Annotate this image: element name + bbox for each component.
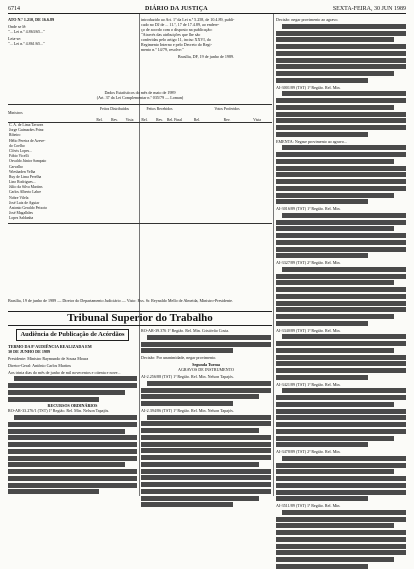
text-line-filler bbox=[141, 421, 271, 426]
text-line: TERMO DA 8ª AUDIÊNCIA REALIZADA EM bbox=[8, 343, 92, 349]
text-line-filler bbox=[276, 530, 406, 535]
minister-name: Lino Rodrigues... bbox=[9, 180, 36, 185]
text-line: Onde se lê: bbox=[8, 24, 27, 29]
text-line-filler bbox=[276, 557, 394, 562]
col-subheader: Vista bbox=[253, 117, 261, 122]
text-line-filler bbox=[276, 98, 406, 103]
filler-text-block-c bbox=[276, 456, 406, 502]
text-line-filler bbox=[276, 253, 368, 258]
text-line: "... Lei n.º 4.861/65..." bbox=[8, 41, 45, 46]
text-line-filler bbox=[141, 401, 233, 406]
stats-note-text: Brasília, 19 de junho de 1989 — Diretor do Departamento Judiciário — Visto: Exs. Sr. Reynaldo Mello de Almeida, Ministro-Presidente. bbox=[8, 298, 234, 303]
text-line-filler bbox=[282, 213, 406, 218]
table-cell bbox=[93, 216, 108, 221]
minister-name: Ruy de Lima Perelha bbox=[9, 174, 42, 179]
text-line-filler bbox=[276, 409, 406, 414]
minister-name: C. A. de Lima Tavarez bbox=[9, 123, 44, 127]
stats-note bbox=[8, 298, 272, 309]
text-line-filler bbox=[282, 456, 406, 461]
filler-text-block-c bbox=[276, 510, 406, 569]
text-line-filler bbox=[8, 449, 137, 454]
minister-name: Wiesbaden Velha bbox=[9, 169, 36, 174]
text-line: AI-3016/89 (TST) 1ª Região. Rel. Min. bbox=[276, 206, 341, 211]
minister-name: Júlio da Silva Martins bbox=[9, 185, 43, 190]
text-line-filler bbox=[14, 376, 137, 381]
minister-name: Nobre Vilela bbox=[9, 195, 29, 200]
text-line-filler bbox=[141, 482, 271, 487]
col-header-group1-label: Feitos Distribuídos bbox=[99, 107, 129, 111]
text-line-filler bbox=[8, 489, 99, 494]
section-title: Tribunal Superior do Trabalho bbox=[8, 311, 272, 326]
col-subheader: Rev. bbox=[156, 117, 163, 122]
text-line-filler bbox=[276, 395, 406, 400]
text-line-filler bbox=[276, 125, 406, 130]
minister-name: Osvaldo Júnior Sampaio bbox=[9, 159, 47, 164]
text-line-filler bbox=[276, 274, 406, 279]
minister-name: José Luiz de Aguiar bbox=[9, 200, 40, 205]
text-line-filler bbox=[276, 112, 406, 117]
text-line: ATO N.º 1.210, DE 16.6.89 bbox=[8, 17, 55, 22]
text-line: cado no DJ de ... 11.º, 17 de 17.4.89, ao endere- bbox=[141, 22, 220, 27]
text-line-filler bbox=[141, 469, 271, 474]
text-line-filler bbox=[141, 455, 271, 460]
text-line-filler bbox=[141, 428, 259, 433]
table-cell bbox=[212, 216, 242, 221]
text-line-filler bbox=[276, 179, 406, 184]
text-line: AI-2.256/88 (TST) 1ª Região. Rel. Min. Nelson Tapajós. bbox=[141, 374, 234, 379]
text-line-filler bbox=[8, 429, 125, 434]
text-line: RO-AR-39.376 1ª Região. Rel. Min. Cristóvão Costa. bbox=[141, 328, 230, 333]
text-line-filler bbox=[8, 442, 137, 447]
text-line: AGRAVOS DE INSTRUMENTO bbox=[177, 367, 235, 372]
text-line-filler bbox=[147, 415, 271, 420]
section-box-title: Audiência de Publicação de Acórdãos bbox=[16, 329, 129, 341]
text-line-filler bbox=[276, 307, 406, 312]
text-line: AI-3511/89 (TST) 1ª Região. Rel. Min. bbox=[276, 503, 341, 508]
stats-table-footer bbox=[8, 223, 272, 230]
text-line-filler bbox=[147, 335, 271, 340]
column-rule bbox=[273, 14, 274, 496]
text-line: mento n.º 14/79, resolve:" bbox=[141, 47, 184, 52]
text-line-filler bbox=[276, 172, 406, 177]
filler-text-block-b2 bbox=[141, 381, 271, 406]
text-line-filler bbox=[8, 462, 125, 467]
minister-name: Carlos Alberto Labre bbox=[9, 190, 42, 195]
text-line-filler bbox=[276, 415, 406, 420]
text-line-filler bbox=[276, 105, 394, 110]
text-line-filler bbox=[8, 483, 137, 488]
text-line-filler bbox=[276, 152, 406, 157]
text-line-filler bbox=[141, 475, 271, 480]
masthead bbox=[8, 3, 406, 14]
text-line-filler bbox=[276, 78, 368, 83]
text-line-filler bbox=[276, 496, 368, 501]
filler-text-block-b bbox=[141, 335, 271, 354]
filler-text-block-c bbox=[276, 24, 406, 83]
text-line-filler bbox=[276, 71, 394, 76]
text-line-filler bbox=[141, 435, 271, 440]
text-line-filler bbox=[276, 483, 406, 488]
col-subheader: Rel. bbox=[193, 117, 201, 122]
text-line-filler bbox=[282, 510, 406, 515]
text-line-filler bbox=[8, 435, 137, 440]
table-cell bbox=[182, 216, 212, 221]
col-header-group2 bbox=[137, 105, 182, 122]
minister-name: do Coelho bbox=[9, 143, 25, 148]
text-line: conferidas pelo artigo 11, inciso XXVI, do bbox=[141, 37, 211, 42]
minister-name: Clóvis Lopes... bbox=[9, 148, 32, 153]
text-line: Presidente: Ministro Raymundo de Souza Moura bbox=[8, 355, 89, 361]
text-line-filler bbox=[276, 523, 394, 528]
filler-text-block-c bbox=[276, 267, 406, 326]
column-rule bbox=[139, 14, 140, 496]
text-line-filler bbox=[276, 31, 406, 36]
table-cell bbox=[123, 216, 138, 221]
text-line: 30 DE JUNHO DE 1989 bbox=[8, 348, 51, 354]
text-line: Decisão: Por unanimidade, negar provimento. bbox=[141, 355, 217, 360]
text-line-filler bbox=[276, 348, 394, 353]
text-line-filler bbox=[276, 361, 406, 366]
minister-name: Hélio Pereira de Azeve- bbox=[9, 138, 46, 143]
text-line-filler bbox=[8, 397, 99, 402]
text-line-filler bbox=[276, 463, 406, 468]
text-line-filler bbox=[276, 422, 406, 427]
text-line: AI-3327/89 (TST) 2ª Região. Rel. Min. bbox=[276, 260, 341, 265]
table-cell bbox=[167, 216, 182, 221]
text-line: Decisão: negar provimento ao agravo. bbox=[276, 17, 339, 22]
text-line-filler bbox=[276, 220, 406, 225]
table-cell bbox=[138, 216, 153, 221]
text-line-filler bbox=[276, 321, 368, 326]
text-line-filler bbox=[276, 37, 394, 42]
filler-text-block-c bbox=[276, 388, 406, 447]
text-line-filler bbox=[282, 24, 406, 29]
issue-date: SEXTA-FEIRA, 30 JUN 1989 bbox=[332, 6, 406, 12]
text-line-filler bbox=[141, 448, 271, 453]
text-line-filler bbox=[276, 44, 406, 49]
text-line-filler bbox=[276, 368, 406, 373]
text-line-filler bbox=[276, 301, 406, 306]
filler-text-block-a2 bbox=[8, 415, 137, 494]
text-line-filler bbox=[276, 51, 406, 56]
col-subheader: Rel. bbox=[141, 117, 148, 122]
text-line-filler bbox=[141, 342, 271, 347]
text-line-filler bbox=[282, 388, 406, 393]
text-line-filler bbox=[276, 476, 406, 481]
text-line-filler bbox=[276, 564, 368, 569]
column-1-top bbox=[8, 17, 137, 99]
column-2-top bbox=[141, 17, 271, 85]
text-line-filler bbox=[276, 240, 406, 245]
text-line-filler bbox=[8, 469, 137, 474]
text-line-filler bbox=[282, 334, 406, 339]
text-line: AI-3478/89 (TST) 2ª Região. Rel. Min. bbox=[276, 449, 341, 454]
text-line: RECURSOS ORDINÁRIOS bbox=[47, 403, 98, 409]
text-line-filler bbox=[276, 429, 406, 434]
text-line-filler bbox=[276, 341, 406, 346]
text-line: Leia-se: bbox=[8, 36, 22, 41]
text-line-filler bbox=[14, 415, 137, 420]
text-line: AI-3421/89 (TST) 1ª Região. Rel. Min. bbox=[276, 381, 341, 387]
col-subheader: Rel. bbox=[96, 117, 103, 122]
text-line: introduzido ao Art. 1º da Lei n.º 5.258, de 10.4.89, publi- bbox=[141, 17, 235, 22]
text-line: RO-AR-33.276/1 (TST) 1ª Região. Rel. Min. Nelson Tapajós. bbox=[8, 408, 110, 414]
col-subheader: Vista bbox=[125, 117, 134, 122]
text-line-filler bbox=[276, 233, 406, 238]
newspaper-title: DIÁRIO DA JUSTIÇA bbox=[145, 6, 208, 12]
col-header-group3 bbox=[182, 105, 272, 122]
text-line-filler bbox=[276, 166, 406, 171]
text-line-filler bbox=[141, 496, 259, 501]
text-line-filler bbox=[276, 159, 394, 164]
text-line-filler bbox=[276, 247, 406, 252]
stats-table bbox=[8, 104, 272, 230]
minister-name: Carvalho bbox=[9, 164, 23, 169]
minister-name: Jorge Guimarães Prinz bbox=[9, 128, 44, 133]
column-1-lower bbox=[8, 328, 137, 496]
stats-subtitle-line: (Art. 37 da Lei Complementar n.º 035/79 — Loman) bbox=[96, 95, 184, 100]
text-line-filler bbox=[141, 489, 271, 494]
text-line: "Através das atribuições que lhe são bbox=[141, 32, 201, 37]
col-header-group2-label: Feitos Recebidos bbox=[146, 107, 173, 111]
text-line-filler bbox=[276, 537, 406, 542]
text-line-filler bbox=[141, 394, 259, 399]
text-line-filler bbox=[276, 132, 368, 137]
text-line-filler bbox=[276, 355, 406, 360]
text-line: AI-3001/89 (TST) 1ª Região. Rel. Min. bbox=[276, 84, 341, 90]
minister-name: Fábio Vicelli bbox=[9, 154, 29, 159]
col-subheader: Rel. Final bbox=[167, 117, 182, 122]
text-line-filler bbox=[276, 186, 406, 191]
text-line-filler bbox=[276, 550, 406, 555]
text-line-filler bbox=[141, 442, 271, 447]
text-line: Brasília, DF, 19 de junho de 1989. bbox=[177, 54, 235, 59]
text-line-filler bbox=[8, 383, 137, 388]
col-header-group1 bbox=[92, 105, 137, 122]
filler-text-block-b3 bbox=[141, 415, 271, 508]
text-line-filler bbox=[8, 422, 137, 427]
text-line-filler bbox=[276, 280, 394, 285]
text-line-filler bbox=[276, 287, 406, 292]
text-line: AI-3340/89 (TST) 1ª Região. Rel. Min. bbox=[276, 327, 341, 333]
text-line: Segunda Turma bbox=[192, 362, 220, 367]
column-3 bbox=[276, 17, 406, 508]
col-subheader: Rev. bbox=[111, 117, 118, 122]
text-line-filler bbox=[276, 402, 394, 407]
text-line-filler bbox=[141, 348, 233, 353]
text-line: Aos trinta dias do mês de junho de mil novecentos e oitenta e nove... bbox=[8, 369, 121, 375]
text-line-filler bbox=[282, 145, 406, 150]
col-header-group3-label: Votos Proferidos bbox=[214, 107, 240, 111]
table-row bbox=[8, 216, 272, 221]
text-line-filler bbox=[276, 64, 406, 69]
text-line-filler bbox=[276, 469, 394, 474]
text-line-filler bbox=[276, 294, 406, 299]
text-line-filler bbox=[276, 314, 394, 319]
text-line: Regimento Interno e pelo Decreto do Regi- bbox=[141, 42, 212, 47]
minister-name: Lopes Saldanha bbox=[9, 216, 34, 221]
text-line-filler bbox=[141, 388, 271, 393]
text-line-filler bbox=[282, 267, 406, 272]
text-line-filler bbox=[8, 456, 137, 461]
text-line-filler bbox=[276, 193, 394, 198]
text-line: "... Lei n.º 4.863/65..." bbox=[8, 29, 45, 34]
text-line-filler bbox=[8, 390, 125, 395]
text-line: ço de acordo com o disposto na publicação: bbox=[141, 27, 213, 32]
filler-text-block-c bbox=[276, 91, 406, 137]
text-line-filler bbox=[276, 375, 368, 380]
table-cell bbox=[242, 216, 272, 221]
column-2-lower bbox=[141, 328, 271, 496]
page-number: 6714 bbox=[8, 6, 20, 12]
minister-name: Antonio Geraldo Peixoto bbox=[9, 206, 48, 210]
stats-title-line: Dados Estatísticos do mês de maio de 1989 bbox=[104, 90, 176, 95]
text-line-filler bbox=[276, 490, 406, 495]
filler-text-block-a bbox=[8, 376, 137, 401]
stats-title bbox=[8, 90, 272, 104]
text-line-filler bbox=[276, 199, 368, 204]
col-subheader: Rev. bbox=[223, 117, 231, 122]
text-line-filler bbox=[276, 118, 406, 123]
stats-table-body bbox=[8, 123, 272, 222]
table-cell bbox=[108, 216, 123, 221]
text-line-filler bbox=[141, 502, 233, 507]
text-line-filler bbox=[276, 58, 406, 63]
filler-text-block-c bbox=[276, 334, 406, 380]
minister-name: Ribeiro bbox=[9, 133, 21, 138]
minister-name: José Magalhães bbox=[9, 211, 33, 216]
text-line-filler bbox=[276, 517, 406, 522]
text-line-filler bbox=[8, 476, 137, 481]
stats-table-header bbox=[8, 104, 272, 123]
text-line-filler bbox=[276, 544, 406, 549]
text-line-filler bbox=[141, 462, 259, 467]
text-line-filler bbox=[276, 226, 394, 231]
text-line-filler bbox=[276, 442, 368, 447]
text-line-filler bbox=[276, 436, 394, 441]
table-cell bbox=[152, 216, 167, 221]
text-line: AI-2.394/86 (TST) 1ª Região. Rel. Min. Nelson Tapajós. bbox=[141, 407, 234, 413]
text-line: Diretor-Geral: Antônio Carlos Martins bbox=[8, 362, 72, 368]
text-line-filler bbox=[282, 91, 406, 96]
filler-text-block-c bbox=[276, 213, 406, 259]
col-header-ministers: Ministros bbox=[8, 111, 23, 115]
text-line-filler bbox=[147, 381, 271, 386]
text-line: EMENTA: Negase provimento ao agravo... bbox=[276, 138, 347, 144]
filler-text-block-c bbox=[276, 145, 406, 204]
